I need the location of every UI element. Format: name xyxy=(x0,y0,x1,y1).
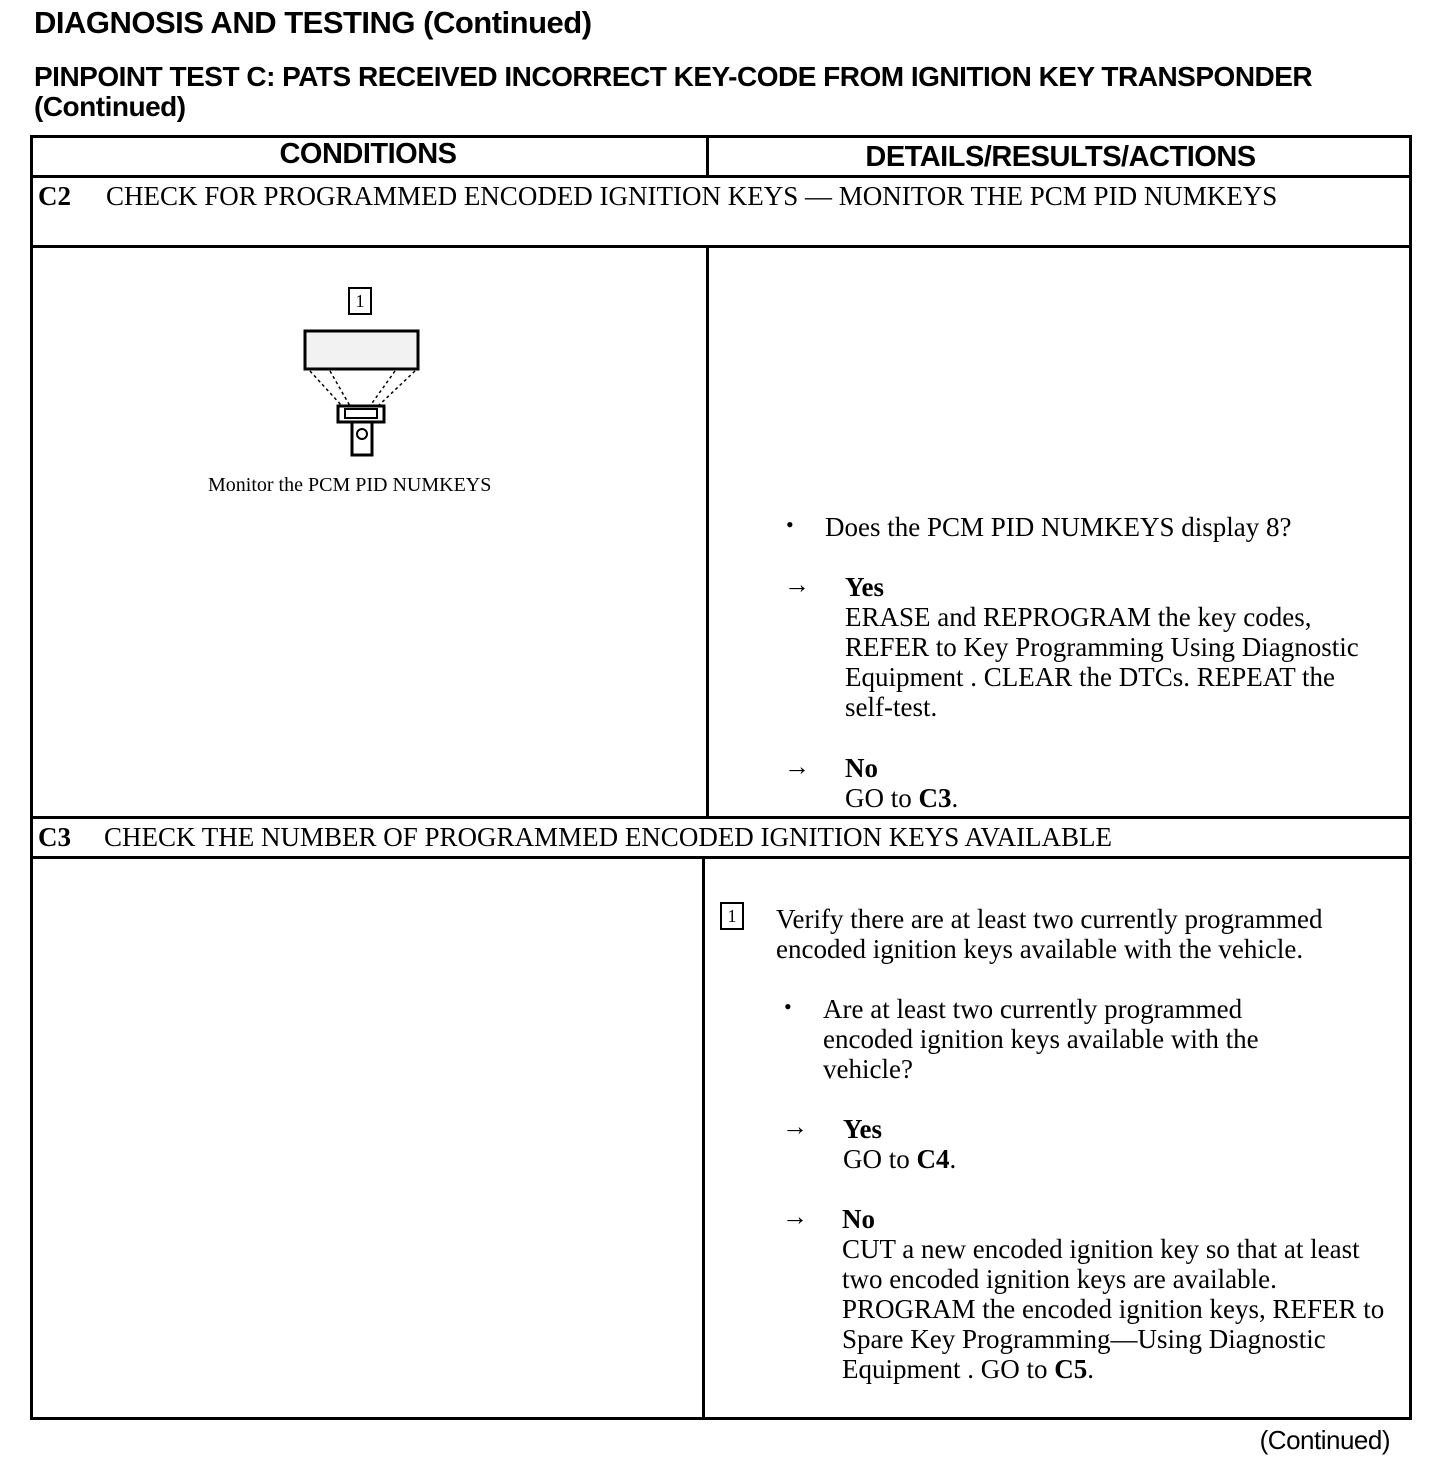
c2-yes-label: Yes xyxy=(845,572,884,602)
arrow-right-icon: → xyxy=(784,570,810,599)
c2-title: CHECK FOR PROGRAMMED ENCODED IGNITION KEYS — MONITOR THE PCM PID NUMKEYS xyxy=(106,181,1278,211)
bullet-icon: • xyxy=(786,512,794,537)
c3-title-divider xyxy=(30,856,1412,859)
details-header: DETAILS/RESULTS/ACTIONS xyxy=(865,141,1256,173)
step-number-box: 1 xyxy=(720,902,744,930)
c3-yes-label: Yes xyxy=(843,1114,882,1144)
cable-line-2 xyxy=(330,371,350,406)
page-title: DIAGNOSIS AND TESTING (Continued) xyxy=(34,5,592,40)
c3-column-divider xyxy=(702,856,705,1420)
c3-yes-result xyxy=(843,1114,1383,1174)
c2-no-label: No xyxy=(845,753,878,783)
c3-yes-action xyxy=(843,1144,956,1174)
c2-yes-result xyxy=(845,572,1385,722)
step-id-c3: C3 xyxy=(38,822,71,852)
cable-line-1 xyxy=(310,371,342,406)
c3-yes-action-text: GO to xyxy=(843,1144,917,1174)
cable-line-4 xyxy=(378,371,415,406)
c2-no-action-text: GO to xyxy=(845,783,919,813)
pinpoint-test-title: PINPOINT TEST C: PATS RECEIVED INCORRECT KEY-CODE FROM IGNITION KEY TRANSPONDER (Continued) xyxy=(34,61,1313,122)
header-divider xyxy=(30,175,1412,178)
c2-no-result xyxy=(845,753,1385,813)
c2-question: Does the PCM PID NUMKEYS display 8? xyxy=(825,512,1292,542)
arrow-right-icon: → xyxy=(782,1202,808,1231)
arrow-right-icon: → xyxy=(782,1112,808,1141)
c2-no-action-target: C3 xyxy=(918,783,952,813)
scan-tool-icon xyxy=(300,326,430,461)
c3-no-result xyxy=(842,1204,1390,1384)
scan-tool-display xyxy=(305,331,418,369)
c2-column-divider xyxy=(706,245,709,818)
conditions-header: CONDITIONS xyxy=(279,138,457,170)
c3-top-divider xyxy=(30,816,1412,819)
c2-no-action-suffix: . xyxy=(951,783,959,813)
c2-yes-action: ERASE and REPROGRAM the key codes, REFER to Key Programming Using Diagnostic Equipment . CLEAR the DTCs. REPEAT the self-test. xyxy=(845,602,1359,722)
c3-no-label: No xyxy=(842,1204,875,1234)
c3-no-action-suffix: . xyxy=(1087,1354,1094,1384)
c3-no-action-text: CUT a new encoded ignition key so that at least two encoded ignition keys are available. PROGRAM the encoded ignition keys, REFER to Spare Key Programming—Using Diagnostic Equipment . GO to xyxy=(842,1234,1385,1384)
continued-footer: (Continued) xyxy=(1259,1425,1390,1455)
c3-no-action-target: C5 xyxy=(1054,1354,1088,1384)
step-id-c2: C2 xyxy=(38,181,71,211)
c2-no-action xyxy=(845,783,958,813)
connector-inner xyxy=(345,409,377,418)
connector-pin xyxy=(357,429,367,439)
illustration-caption: Monitor the PCM PID NUMKEYS xyxy=(208,474,492,496)
c3-step-text: Verify there are at least two currently programmed encoded ignition keys available with the vehicle. xyxy=(776,904,1323,964)
arrow-right-icon: → xyxy=(784,752,810,781)
c3-no-action xyxy=(842,1234,1384,1384)
illustration-number-box: 1 xyxy=(348,287,372,315)
c2-title-divider xyxy=(30,245,1412,248)
c3-question: Are at least two currently programmed encoded ignition keys available with the vehicle? xyxy=(823,994,1259,1084)
c3-title: CHECK THE NUMBER OF PROGRAMMED ENCODED IGNITION KEYS AVAILABLE xyxy=(104,822,1113,852)
c3-yes-action-target: C4 xyxy=(916,1144,950,1174)
c3-yes-action-suffix: . xyxy=(949,1144,957,1174)
bullet-icon: • xyxy=(784,994,792,1019)
